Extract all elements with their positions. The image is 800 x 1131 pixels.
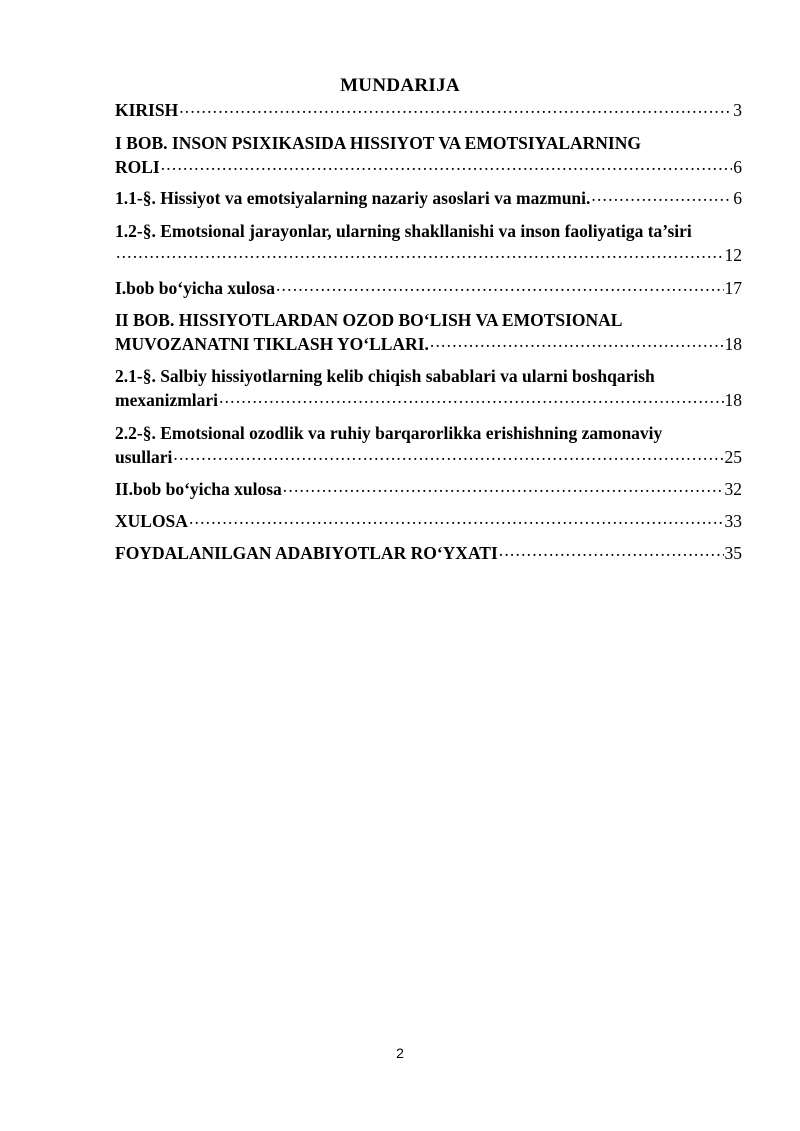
toc-entry-references xyxy=(115,541,742,565)
toc-entry-title: FOYDALANILGAN ADABIYOTLAR RO‘YXATI xyxy=(115,543,498,563)
toc-entry-chapter-2-conclusion xyxy=(115,477,742,501)
dot-leader xyxy=(161,156,733,174)
toc-page-number: 3 xyxy=(733,100,742,120)
toc-page-number: 6 xyxy=(733,188,742,208)
toc-entry-title-line: 2.2-§. Emotsional ozodlik va ruhiy barqarorlikka erishishning zamonaviy xyxy=(115,423,663,443)
dot-leader xyxy=(219,389,723,407)
toc-page-number: 35 xyxy=(724,543,742,563)
toc-entry-title: KIRISH xyxy=(115,100,179,120)
dot-leader xyxy=(116,244,724,262)
toc-entry-section-2-1 xyxy=(115,364,742,412)
toc-page-number: 6 xyxy=(733,157,742,177)
toc-entry-title: XULOSA xyxy=(115,511,188,531)
dot-leader xyxy=(499,542,724,560)
toc-entry-title: mexanizmlari xyxy=(115,390,219,410)
toc-entry-title-line: 1.2-§. Emotsional jarayonlar, ularning shakllanishi va inson faoliyatiga ta’siri xyxy=(115,221,692,241)
toc-entry-title: II.bob bo‘yicha xulosa xyxy=(115,479,282,499)
toc-entry-title: usullari xyxy=(115,447,173,467)
toc-entry-section-1-1 xyxy=(115,186,742,210)
toc-page-number: 25 xyxy=(724,447,742,467)
toc-page-number: 17 xyxy=(724,278,742,298)
page-number: 2 xyxy=(396,1045,404,1061)
toc-entry-title: 1.1-§. Hissiyot va emotsiyalarning nazariy asoslari va mazmuni. xyxy=(115,188,591,208)
dot-leader xyxy=(179,99,732,117)
toc-entry-section-2-2 xyxy=(115,421,742,469)
toc-page-number: 32 xyxy=(724,479,742,499)
toc-page-number: 12 xyxy=(724,245,742,265)
toc-entry-chapter-1-conclusion xyxy=(115,276,742,300)
dot-leader xyxy=(173,446,723,464)
document-title: MUNDARIJA xyxy=(340,75,460,96)
dot-leader xyxy=(430,333,724,351)
toc-entry-title: MUVOZANATNI TIKLASH YO‘LLARI. xyxy=(115,334,429,354)
dot-leader xyxy=(591,187,732,205)
toc-entry-kirish xyxy=(115,98,742,122)
toc-entry-chapter-2 xyxy=(115,308,742,356)
toc-entry-title: I.bob bo‘yicha xulosa xyxy=(115,278,275,298)
toc-entry-title-line: II BOB. HISSIYOTLARDAN OZOD BO‘LISH VA EMOTSIONAL xyxy=(115,310,623,330)
toc-entry-title-line: I BOB. INSON PSIXIKASIDA HISSIYOT VA EMOTSIYALARNING xyxy=(115,133,641,153)
toc-page-number: 33 xyxy=(724,511,742,531)
toc-entry-chapter-1 xyxy=(115,131,742,179)
dot-leader xyxy=(189,510,724,528)
toc-entry-title-line: 2.1-§. Salbiy hissiyotlarning kelib chiqish sabablari va ularni boshqarish xyxy=(115,366,655,386)
toc-entry-section-1-2 xyxy=(115,219,742,267)
toc-page-number: 18 xyxy=(724,390,742,410)
dot-leader xyxy=(283,478,724,496)
toc-entry-conclusion xyxy=(115,509,742,533)
toc-entry-title: ROLI xyxy=(115,157,160,177)
dot-leader xyxy=(276,277,724,295)
toc-page-number: 18 xyxy=(724,334,742,354)
